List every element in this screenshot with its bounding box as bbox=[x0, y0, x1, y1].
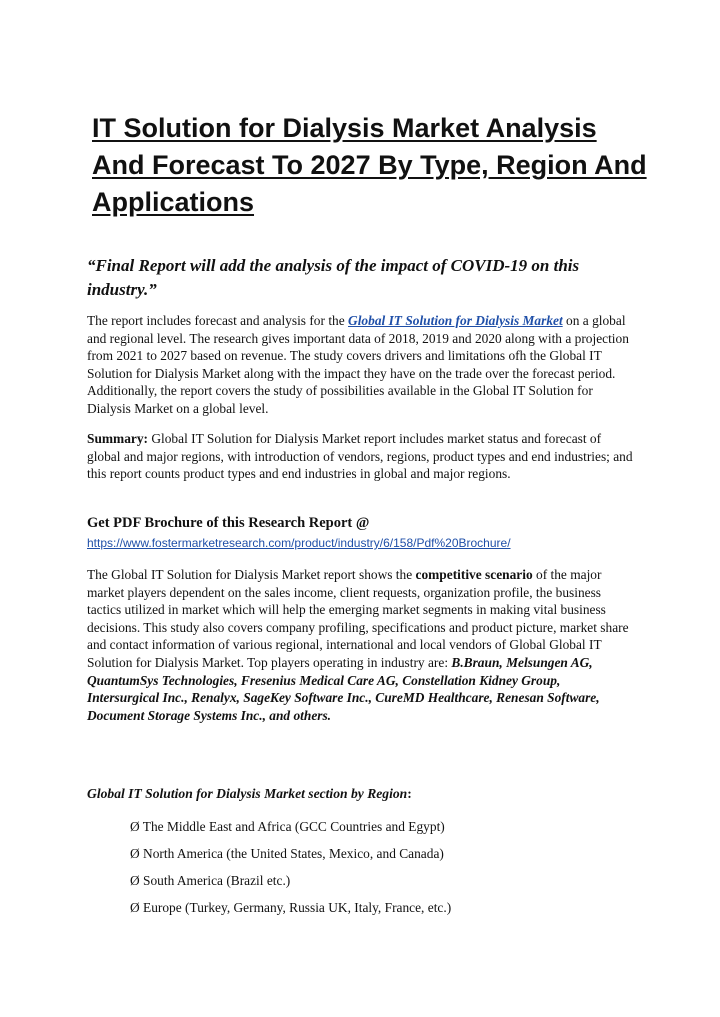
region-item: Ø Europe (Turkey, Germany, Russia UK, Italy, France, etc.) bbox=[130, 900, 452, 915]
page-title: IT Solution for Dialysis Market Analysis And Forecast To 2027 By Type, Region And Applications bbox=[92, 113, 647, 217]
competitive-paragraph bbox=[87, 566, 635, 724]
intro-paragraph bbox=[87, 312, 635, 418]
summary-label: Summary: bbox=[87, 431, 148, 446]
covid-note: “Final Report will add the analysis of the impact of COVID-19 on this industry.” bbox=[87, 256, 580, 299]
summary-text: Global IT Solution for Dialysis Market report includes market status and forecast of global and major regions, with introduction of vendors, regions, product types and end industries; and this report counts product types and end industries in global and major regions. bbox=[87, 431, 633, 482]
top-players-list: B.Braun, Melsungen AG, QuantumSys Technologies, Fresenius Medical Care AG, Constellation Kidney Group, Intersurgical Inc., Renalyx, SageKey Software Inc., CureMD Healthcare, Renesan Software, Document Storage Systems Inc., and others. bbox=[87, 654, 600, 723]
competitive-text-after: of the major market players dependent on the sales income, client requests, organization profile, the business tactics utilized in market which will help the emerging market segments in making vital business decisions. This study also covers company profiling, specifications and product picture, market share and contact information of various regional, international and local vendors of Global Global IT Solution for Dialysis Market. Top players operating in industry are: bbox=[87, 567, 629, 670]
intro-text-before: The report includes forecast and analysis for the bbox=[87, 313, 349, 328]
intro-text-after: on a global and regional level. The research gives important data of 2018, 2019 and 2020 along with a projection from 2021 to 2027 based on revenue. The study covers drivers and limitations ofh the Global IT Solution for Dialysis Market along with the impact they have on the trade over the forecast period. Additionally, the report covers the study of possibilities available in the Global IT Solution for Dialysis Market on a global level. bbox=[87, 313, 629, 416]
region-heading-colon: : bbox=[407, 786, 412, 801]
region-item: Ø South America (Brazil etc.) bbox=[130, 873, 291, 888]
market-link[interactable]: Global IT Solution for Dialysis Market bbox=[348, 313, 563, 328]
region-heading-text: Global IT Solution for Dialysis Market section by Region bbox=[87, 786, 408, 801]
competitive-text-before: The Global IT Solution for Dialysis Market report shows the bbox=[87, 567, 416, 582]
region-section-heading bbox=[87, 786, 412, 802]
pdf-brochure-link[interactable]: https://www.fostermarketresearch.com/product/industry/6/158/Pdf%20Brochure/ bbox=[87, 536, 511, 550]
pdf-brochure-heading: Get PDF Brochure of this Research Report @ bbox=[87, 515, 370, 531]
summary-paragraph bbox=[87, 430, 635, 483]
region-item: Ø North America (the United States, Mexico, and Canada) bbox=[130, 846, 444, 861]
competitive-scenario-bold: competitive scenario bbox=[415, 567, 533, 582]
region-item: Ø The Middle East and Africa (GCC Countries and Egypt) bbox=[130, 819, 445, 834]
